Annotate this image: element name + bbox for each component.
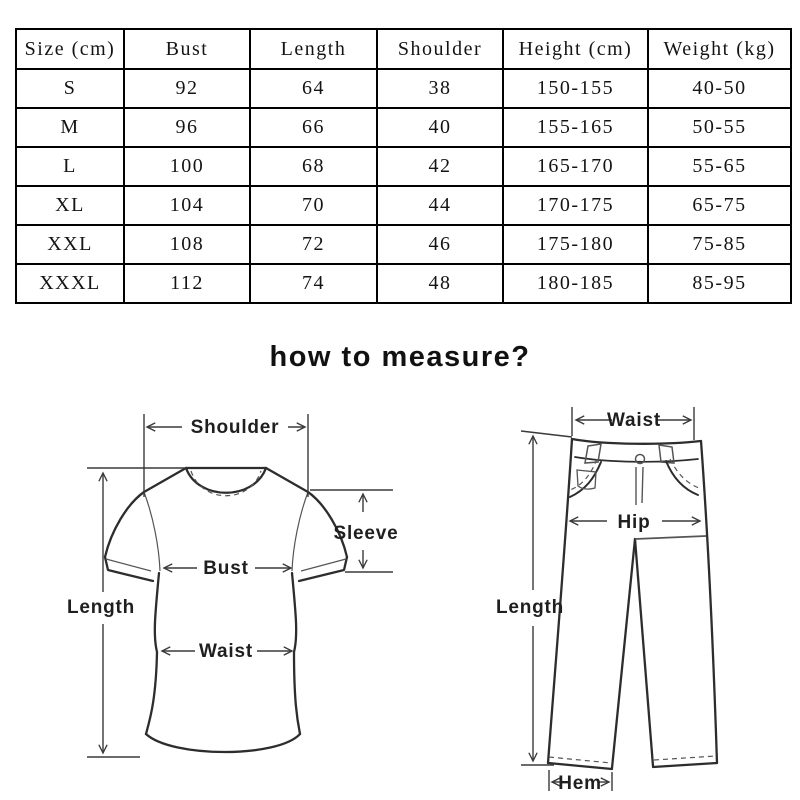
table-cell: 104 bbox=[124, 186, 250, 225]
section-heading: how to measure? bbox=[269, 341, 531, 373]
tshirt-left-cuff-seam bbox=[106, 559, 151, 571]
size-chart-table bbox=[15, 28, 792, 304]
column-header-length: Length bbox=[250, 29, 377, 69]
how-to-measure-diagram bbox=[0, 390, 800, 800]
table-cell: 180-185 bbox=[503, 264, 648, 303]
pants-left-pocket bbox=[570, 462, 601, 497]
shirt-sleeve-label: Sleeve bbox=[333, 523, 399, 544]
table-cell: 85-95 bbox=[648, 264, 791, 303]
pants-crotch-line bbox=[635, 536, 706, 539]
column-header-bust: Bust bbox=[124, 29, 250, 69]
shirt-length-label: Length bbox=[66, 597, 136, 618]
pants-left-hem-line bbox=[548, 763, 612, 769]
table-row-m bbox=[16, 108, 791, 147]
table-cell: L bbox=[16, 147, 124, 186]
tshirt-right-shoulder bbox=[266, 468, 308, 492]
pants-figure bbox=[496, 407, 717, 794]
table-cell: 48 bbox=[377, 264, 503, 303]
table-cell: 75-85 bbox=[648, 225, 791, 264]
pants-right-pocket bbox=[666, 461, 698, 495]
table-row-xxxl bbox=[16, 264, 791, 303]
table-row-s bbox=[16, 69, 791, 108]
pants-right-hem-stitch bbox=[654, 756, 716, 760]
table-cell: XXXL bbox=[16, 264, 124, 303]
pants-left-inseam bbox=[612, 539, 635, 768]
pants-right-hem-line bbox=[653, 763, 717, 767]
pants-left-pocket-stitch bbox=[570, 459, 597, 490]
table-cell: 112 bbox=[124, 264, 250, 303]
table-cell: XL bbox=[16, 186, 124, 225]
table-cell: S bbox=[16, 69, 124, 108]
table-row-xxl bbox=[16, 225, 791, 264]
pants-waistband-top bbox=[572, 439, 701, 444]
table-cell: 155-165 bbox=[503, 108, 648, 147]
table-cell: 40 bbox=[377, 108, 503, 147]
tshirt-left-shoulder bbox=[144, 468, 186, 492]
table-cell: 108 bbox=[124, 225, 250, 264]
pants-length-label: Length bbox=[495, 597, 565, 618]
tshirt-right-armhole bbox=[292, 492, 308, 571]
table-cell: 66 bbox=[250, 108, 377, 147]
shirt-bust-label: Bust bbox=[203, 558, 249, 579]
table-cell: 68 bbox=[250, 147, 377, 186]
column-header-weight: Weight (kg) bbox=[648, 29, 791, 69]
table-cell: 150-155 bbox=[503, 69, 648, 108]
shirt-shoulder-label: Shoulder bbox=[190, 417, 280, 438]
tshirt-right-cuff-seam bbox=[301, 559, 346, 571]
table-cell: 50-55 bbox=[648, 108, 791, 147]
table-cell: 74 bbox=[250, 264, 377, 303]
tshirt-left-armhole bbox=[144, 492, 160, 571]
header-row bbox=[16, 29, 791, 69]
pants-length-top-tick bbox=[521, 431, 572, 437]
table-cell: 170-175 bbox=[503, 186, 648, 225]
table-cell: 38 bbox=[377, 69, 503, 108]
table-cell: M bbox=[16, 108, 124, 147]
table-cell: 40-50 bbox=[648, 69, 791, 108]
table-cell: 72 bbox=[250, 225, 377, 264]
tshirt-figure bbox=[67, 414, 399, 757]
table-cell: 96 bbox=[124, 108, 250, 147]
table-cell: 64 bbox=[250, 69, 377, 108]
table-cell: 44 bbox=[377, 186, 503, 225]
pants-hem-label: Hem bbox=[558, 773, 602, 794]
tshirt-hem bbox=[146, 734, 300, 752]
tshirt-right-body bbox=[292, 573, 300, 734]
table-cell: 55-65 bbox=[648, 147, 791, 186]
pants-left-hem-stitch bbox=[549, 757, 611, 763]
pants-fly-lines bbox=[636, 467, 643, 505]
column-header-shoulder: Shoulder bbox=[377, 29, 503, 69]
table-cell: 175-180 bbox=[503, 225, 648, 264]
table-cell: 65-75 bbox=[648, 186, 791, 225]
column-header-size: Size (cm) bbox=[16, 29, 124, 69]
table-cell: 100 bbox=[124, 147, 250, 186]
table-cell: XXL bbox=[16, 225, 124, 264]
shirt-waist-label: Waist bbox=[199, 641, 253, 662]
table-cell: 46 bbox=[377, 225, 503, 264]
tshirt-left-body bbox=[146, 573, 159, 734]
pants-hip-label: Hip bbox=[617, 512, 651, 533]
table-row-xl bbox=[16, 186, 791, 225]
tshirt-left-sleeve bbox=[105, 492, 144, 557]
table-cell: 70 bbox=[250, 186, 377, 225]
table-cell: 92 bbox=[124, 69, 250, 108]
pants-waist-label: Waist bbox=[607, 410, 661, 431]
column-header-height: Height (cm) bbox=[503, 29, 648, 69]
pants-right-outseam bbox=[701, 441, 717, 763]
table-row-l bbox=[16, 147, 791, 186]
pants-right-inseam bbox=[635, 539, 653, 766]
table-cell: 42 bbox=[377, 147, 503, 186]
table-cell: 165-170 bbox=[503, 147, 648, 186]
tshirt-neckline bbox=[186, 468, 266, 493]
